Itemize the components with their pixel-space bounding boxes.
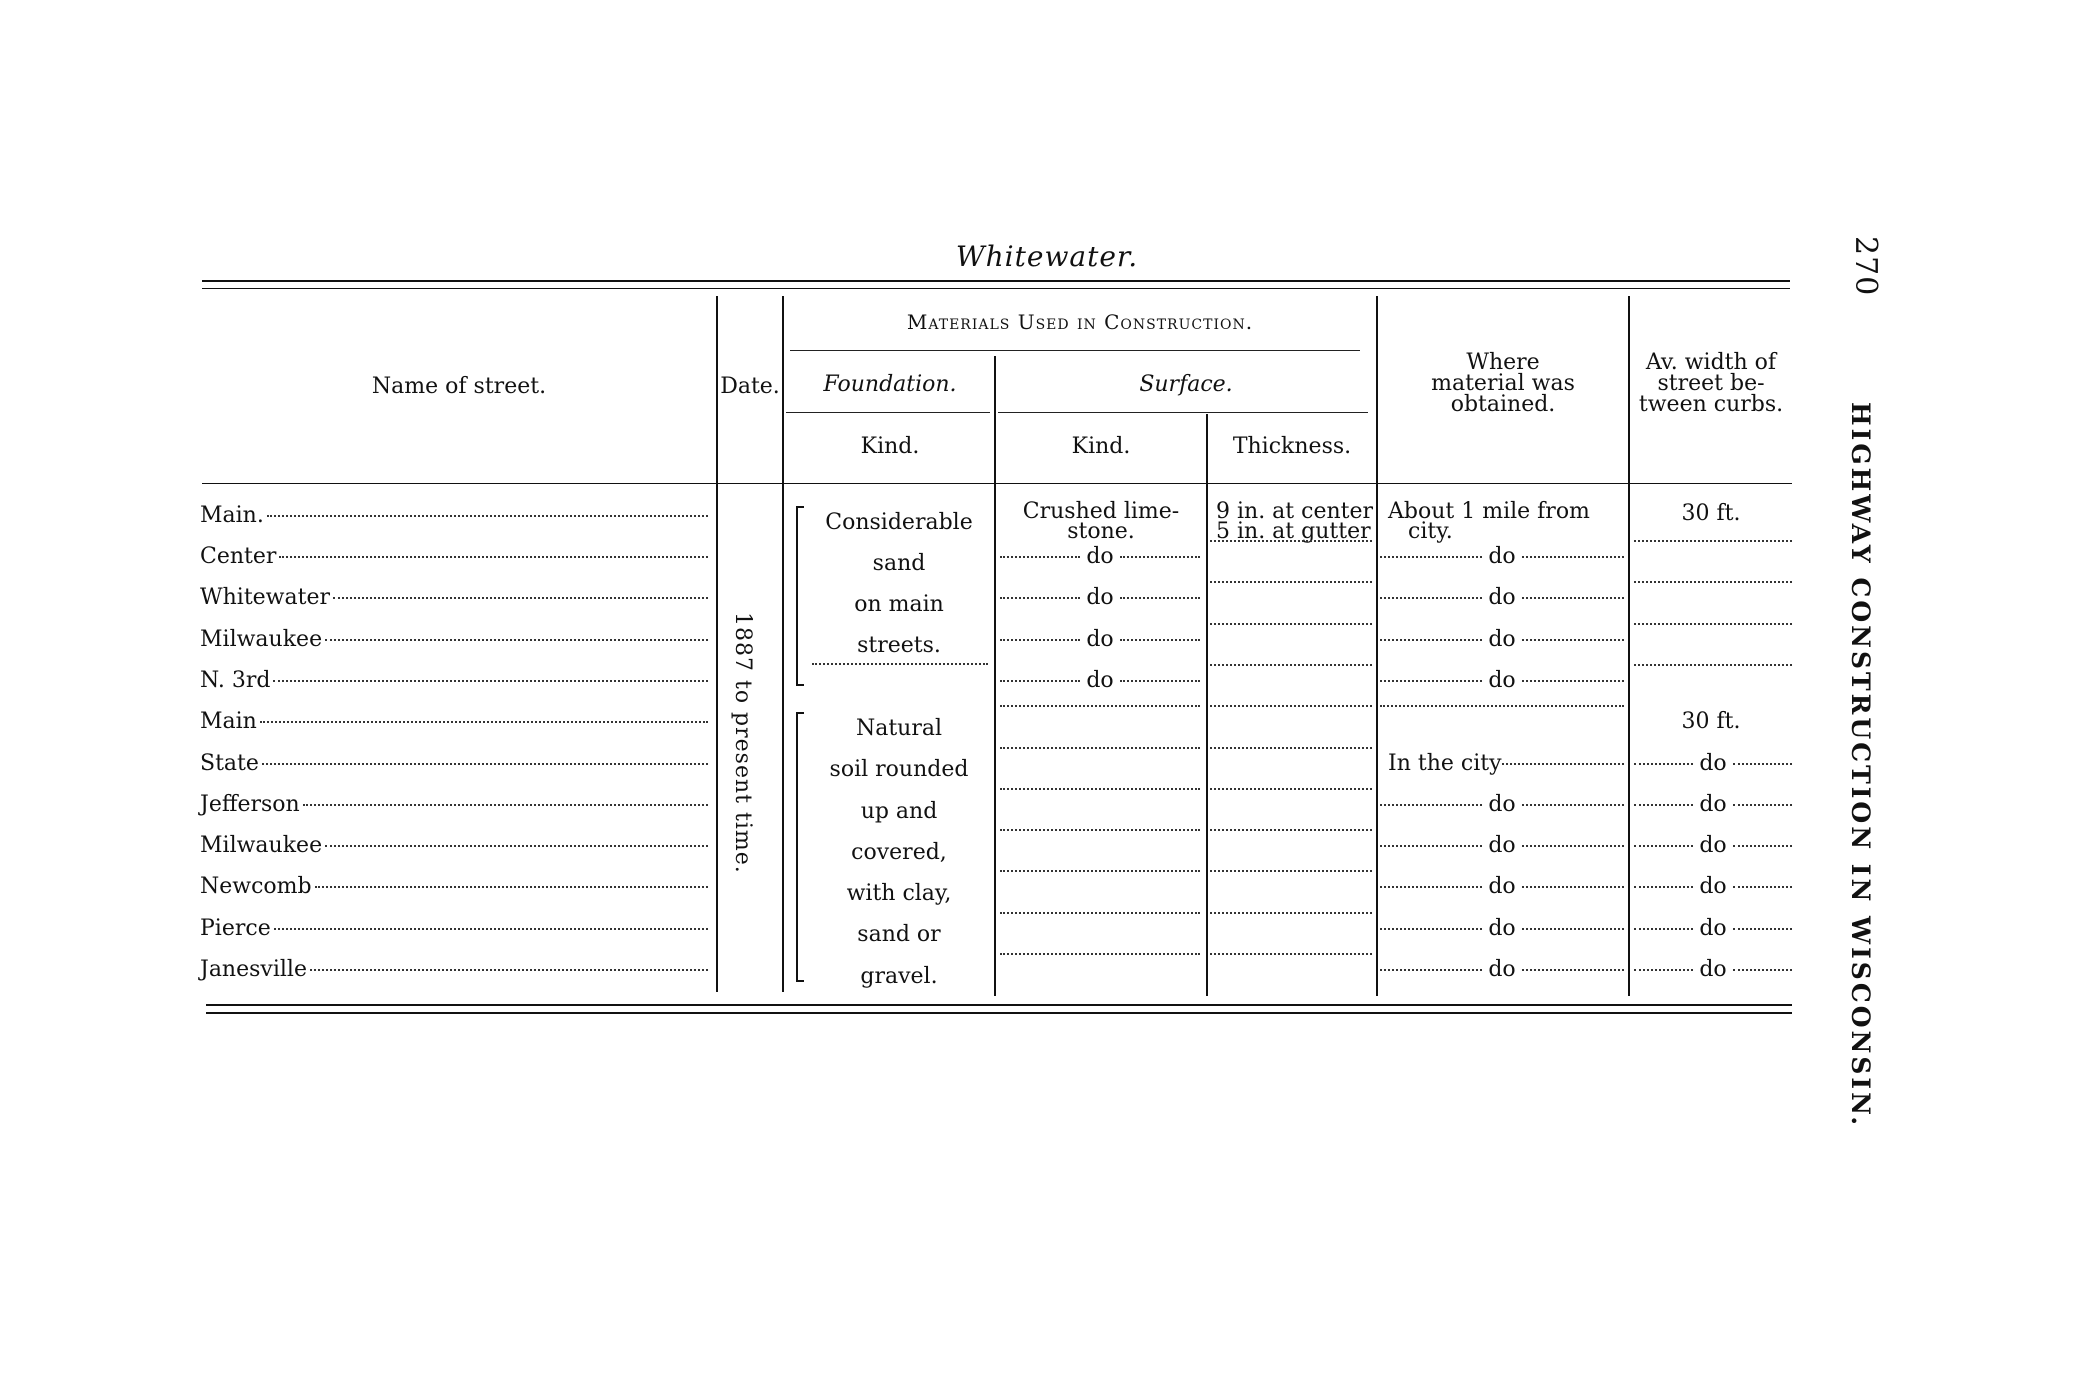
- width-cell: [1634, 958, 1792, 982]
- foundation-1-line-4: streets.: [857, 633, 941, 658]
- thickness-line-2: 5 in. at gutter: [1216, 519, 1371, 544]
- width-cell: [1634, 875, 1792, 899]
- surface-kind-cell: [1000, 875, 1200, 877]
- table-row-street: [200, 793, 708, 817]
- leader-dots: [267, 515, 708, 517]
- table-row-street: [200, 710, 708, 734]
- leader-dots: [1210, 664, 1372, 666]
- leader-dots: [1000, 556, 1080, 558]
- leader-dots: [1120, 597, 1200, 599]
- leader-dots: [1380, 845, 1482, 847]
- width-cell-text: do: [1699, 874, 1727, 900]
- street-name: N. 3rd: [200, 667, 271, 693]
- width-cell: [1634, 545, 1792, 547]
- where-cell-text: do: [1488, 791, 1516, 817]
- leader-dots: [1380, 680, 1482, 682]
- foundation-2-line-6: sand or: [857, 922, 941, 948]
- header-av-width: [1630, 352, 1792, 415]
- leader-dots: [1522, 639, 1624, 641]
- where-cell: [1380, 628, 1624, 652]
- surface-kind-cell: [1000, 669, 1200, 693]
- leader-dots: [1210, 747, 1372, 749]
- surface-kind-cell: [1000, 710, 1200, 712]
- street-name: State: [200, 750, 259, 776]
- thickness-cell: [1210, 958, 1372, 960]
- bottom-rule-inner: [206, 1012, 1792, 1014]
- where-cell-text: In the city: [1388, 750, 1502, 776]
- page-number: 270: [1848, 236, 1883, 297]
- foundation-1-line-2: sand: [872, 551, 926, 576]
- foundation-1-line-1: Considerable: [825, 510, 973, 535]
- foundation-group-rule: [786, 412, 990, 413]
- leader-dots: [1522, 928, 1624, 930]
- leader-dots: [303, 804, 708, 806]
- width-cell-text: do: [1699, 750, 1727, 776]
- header-surface-kind: Kind.: [1071, 434, 1131, 459]
- row-1-thickness: [1216, 499, 1376, 544]
- leader-dots: [1522, 804, 1624, 806]
- street-name: Pierce: [200, 915, 271, 941]
- width-cell: [1634, 586, 1792, 588]
- header-where-line-1: Where: [1466, 350, 1540, 375]
- where-cell: [1380, 586, 1624, 610]
- leader-dots: [1522, 597, 1624, 599]
- leader-dots: [315, 886, 708, 888]
- leader-dots: [1634, 928, 1693, 930]
- where-cell: [1380, 793, 1624, 817]
- leader-dots: [1000, 953, 1200, 955]
- width-cell: 30 ft.: [1681, 709, 1741, 735]
- leader-dots: [1380, 804, 1482, 806]
- foundation-brace-1-mid: [796, 542, 798, 642]
- where-cell: [1380, 958, 1624, 982]
- surface-kind-cell: [1000, 917, 1200, 919]
- leader-dots: [333, 597, 708, 599]
- row-1-surface-kind: [998, 499, 1204, 544]
- leader-dots: [1000, 597, 1080, 599]
- leader-dots: [1502, 763, 1624, 765]
- table-row-street: [200, 504, 708, 528]
- header-foundation: Foundation.: [823, 372, 957, 397]
- leader-dots: [1380, 639, 1482, 641]
- col-divider-date-foundation: [782, 296, 784, 992]
- street-name: Janesville: [200, 957, 307, 982]
- header-date: Date.: [720, 374, 780, 399]
- thickness-cell: [1210, 875, 1372, 877]
- where-cell: [1388, 752, 1624, 776]
- width-cell-text: do: [1699, 833, 1727, 859]
- leader-dots: [279, 556, 708, 558]
- width-cell-text: do: [1699, 915, 1727, 941]
- surface-kind-cell: [1000, 752, 1200, 754]
- header-where-obtained: [1378, 352, 1628, 415]
- leader-dots: [1210, 788, 1372, 790]
- running-title: HIGHWAY CONSTRUCTION IN WISCONSIN.: [1846, 402, 1875, 1129]
- width-cell: [1634, 669, 1792, 671]
- materials-group-rule: [790, 350, 1360, 351]
- top-rule-inner: [202, 288, 1790, 289]
- where-cell-text: do: [1488, 833, 1516, 859]
- leader-dots: [274, 928, 708, 930]
- header-surface-thickness: Thickness.: [1232, 434, 1352, 459]
- col-divider-kind-thickness: [1206, 414, 1208, 996]
- date-span: 1887 to present time.: [730, 612, 755, 874]
- leader-dots: [1733, 928, 1792, 930]
- surface-kind-cell-text: do: [1086, 626, 1114, 652]
- leader-dots: [1000, 829, 1200, 831]
- where-cell: [1380, 917, 1624, 941]
- thickness-cell: [1210, 545, 1372, 547]
- table-row-street: [200, 917, 708, 941]
- thickness-cell: [1210, 628, 1372, 630]
- street-name: Newcomb: [200, 874, 312, 900]
- leader-dots: [1210, 870, 1372, 872]
- leader-dots: [325, 845, 708, 847]
- header-surface: Surface.: [1139, 372, 1233, 397]
- leader-dots: [325, 639, 708, 641]
- foundation-2-line-7: gravel.: [860, 963, 938, 989]
- surface-kind-cell: [1000, 586, 1200, 610]
- leader-dots: [1634, 763, 1693, 765]
- thickness-cell: [1210, 586, 1372, 588]
- where-cell: [1380, 875, 1624, 899]
- foundation-2-line-1: Natural: [855, 716, 943, 741]
- where-cell: [1380, 545, 1624, 569]
- header-name-of-street: Name of street.: [371, 374, 547, 399]
- table-row-street: [200, 628, 708, 652]
- header-where-line-2: material was: [1431, 371, 1575, 396]
- row-1-width: 30 ft.: [1681, 501, 1741, 526]
- leader-dots: [1210, 705, 1372, 707]
- surface-kind-cell: [1000, 545, 1200, 569]
- leader-dots: [1000, 705, 1200, 707]
- table-row-street: [200, 545, 708, 569]
- leader-dots: [1120, 680, 1200, 682]
- leader-dots: [260, 721, 708, 723]
- width-cell: [1634, 917, 1792, 941]
- leader-dots: [812, 663, 988, 665]
- leader-dots: [1522, 680, 1624, 682]
- table-title: Whitewater.: [955, 240, 1139, 273]
- leader-dots: [1522, 969, 1624, 971]
- leader-dots: [1634, 845, 1693, 847]
- leader-dots: [1210, 912, 1372, 914]
- surface-kind-cell: [1000, 958, 1200, 960]
- street-name: Jefferson: [200, 791, 300, 817]
- col-divider-name-date: [716, 296, 718, 992]
- leader-dots: [1210, 953, 1372, 955]
- leader-dots: [1000, 870, 1200, 872]
- table-row-street: [200, 834, 708, 858]
- thickness-cell: [1210, 917, 1372, 919]
- foundation-brace-1-top: [796, 506, 804, 544]
- leader-dots: [1210, 581, 1372, 583]
- thickness-cell: [1210, 669, 1372, 671]
- where-cell-text: do: [1488, 667, 1516, 693]
- leader-dots: [1000, 639, 1080, 641]
- leader-dots: [1380, 597, 1482, 599]
- foundation-2-line-4: covered,: [851, 839, 947, 865]
- leader-dots: [1634, 581, 1792, 583]
- leader-dots: [273, 680, 708, 682]
- leader-dots: [1733, 845, 1792, 847]
- foundation-brace-2-bottom: [796, 912, 804, 982]
- street-name: Center: [200, 544, 277, 569]
- header-where-line-3: obtained.: [1450, 392, 1556, 417]
- foundation-group-1: [808, 502, 990, 666]
- foundation-brace-2-top: [796, 712, 804, 794]
- leader-dots: [262, 763, 708, 765]
- leader-dots: [1733, 804, 1792, 806]
- where-cell-text: do: [1488, 915, 1516, 941]
- leader-dots: [1380, 705, 1624, 707]
- where-cell-text: do: [1488, 626, 1516, 652]
- leader-dots: [1000, 788, 1200, 790]
- foundation-2-line-5: with clay,: [846, 881, 952, 907]
- surface-kind-cell: [1000, 793, 1200, 795]
- leader-dots: [1380, 556, 1482, 558]
- header-width-line-3: tween curbs.: [1638, 392, 1784, 417]
- where-cell-text: do: [1488, 544, 1516, 569]
- where-cell-text: do: [1488, 874, 1516, 900]
- leader-dots: [1733, 763, 1792, 765]
- where-cell: [1380, 669, 1624, 693]
- foundation-1-line-3: on main: [854, 592, 944, 617]
- leader-dots: [1000, 747, 1200, 749]
- where-cell-text: do: [1488, 957, 1516, 982]
- foundation-group-2: [808, 708, 990, 997]
- street-name: Milwaukee: [200, 626, 323, 652]
- foundation-row-5-leader: [812, 668, 988, 670]
- width-cell: [1634, 752, 1792, 776]
- leader-dots: [1733, 886, 1792, 888]
- leader-dots: [1634, 664, 1792, 666]
- where-cell: [1380, 710, 1624, 712]
- where-cell: [1380, 834, 1624, 858]
- bottom-rule: [206, 1004, 1792, 1006]
- where-line-2: city.: [1408, 519, 1453, 544]
- thickness-cell: [1210, 793, 1372, 795]
- street-name: Main: [200, 709, 257, 735]
- table-row-street: [200, 669, 708, 693]
- foundation-2-line-3: up and: [860, 798, 938, 824]
- table-row-street: [200, 958, 708, 982]
- header-width-line-2: street be-: [1657, 371, 1765, 396]
- street-name: Whitewater: [200, 585, 331, 611]
- foundation-brace-2-mid: [796, 792, 798, 912]
- width-cell: [1634, 628, 1792, 630]
- top-rule: [202, 280, 1790, 282]
- surface-kind-cell-text: do: [1086, 667, 1114, 693]
- surface-group-rule: [998, 412, 1368, 413]
- leader-dots: [310, 969, 708, 971]
- thickness-cell: [1210, 834, 1372, 836]
- leader-dots: [1634, 969, 1693, 971]
- width-cell: [1634, 793, 1792, 817]
- thickness-cell: [1210, 710, 1372, 712]
- leader-dots: [1210, 623, 1372, 625]
- leader-dots: [1634, 540, 1792, 542]
- leader-dots: [1210, 540, 1372, 542]
- header-foundation-kind: Kind.: [860, 434, 920, 459]
- row-1-where: [1388, 499, 1628, 544]
- foundation-brace-1-bottom: [796, 642, 804, 686]
- leader-dots: [1000, 680, 1080, 682]
- surface-kind-line-1: Crushed lime-: [1022, 499, 1180, 524]
- surface-kind-line-2: stone.: [1067, 519, 1135, 544]
- table-row-street: [200, 752, 708, 776]
- width-cell-text: do: [1699, 791, 1727, 817]
- where-cell-text: do: [1488, 585, 1516, 611]
- surface-kind-cell-text: do: [1086, 544, 1114, 569]
- leader-dots: [1634, 804, 1693, 806]
- leader-dots: [1522, 845, 1624, 847]
- leader-dots: [1733, 969, 1792, 971]
- leader-dots: [1380, 928, 1482, 930]
- leader-dots: [1120, 556, 1200, 558]
- where-line-1: About 1 mile from: [1388, 499, 1590, 524]
- width-cell: [1634, 834, 1792, 858]
- thickness-line-1: 9 in. at center: [1216, 499, 1374, 524]
- leader-dots: [1000, 912, 1200, 914]
- header-materials-group: Materials Used in Construction.: [906, 310, 1254, 334]
- col-divider-foundation-surface: [994, 356, 996, 996]
- table-row-street: [200, 586, 708, 610]
- header-width-line-1: Av. width of: [1645, 350, 1777, 375]
- header-bottom-rule: [202, 483, 1792, 484]
- street-name: Milwaukee: [200, 833, 323, 859]
- leader-dots: [1522, 886, 1624, 888]
- leader-dots: [1634, 623, 1792, 625]
- leader-dots: [1210, 829, 1372, 831]
- leader-dots: [1380, 886, 1482, 888]
- leader-dots: [1522, 556, 1624, 558]
- thickness-cell: [1210, 752, 1372, 754]
- table-row-street: [200, 875, 708, 899]
- surface-kind-cell: [1000, 834, 1200, 836]
- surface-kind-cell-text: do: [1086, 585, 1114, 611]
- foundation-2-line-2: soil rounded: [829, 757, 969, 783]
- leader-dots: [1634, 886, 1693, 888]
- width-cell-text: do: [1699, 957, 1727, 982]
- leader-dots: [1380, 969, 1482, 971]
- surface-kind-cell: [1000, 628, 1200, 652]
- leader-dots: [1120, 639, 1200, 641]
- street-name: Main.: [200, 503, 264, 528]
